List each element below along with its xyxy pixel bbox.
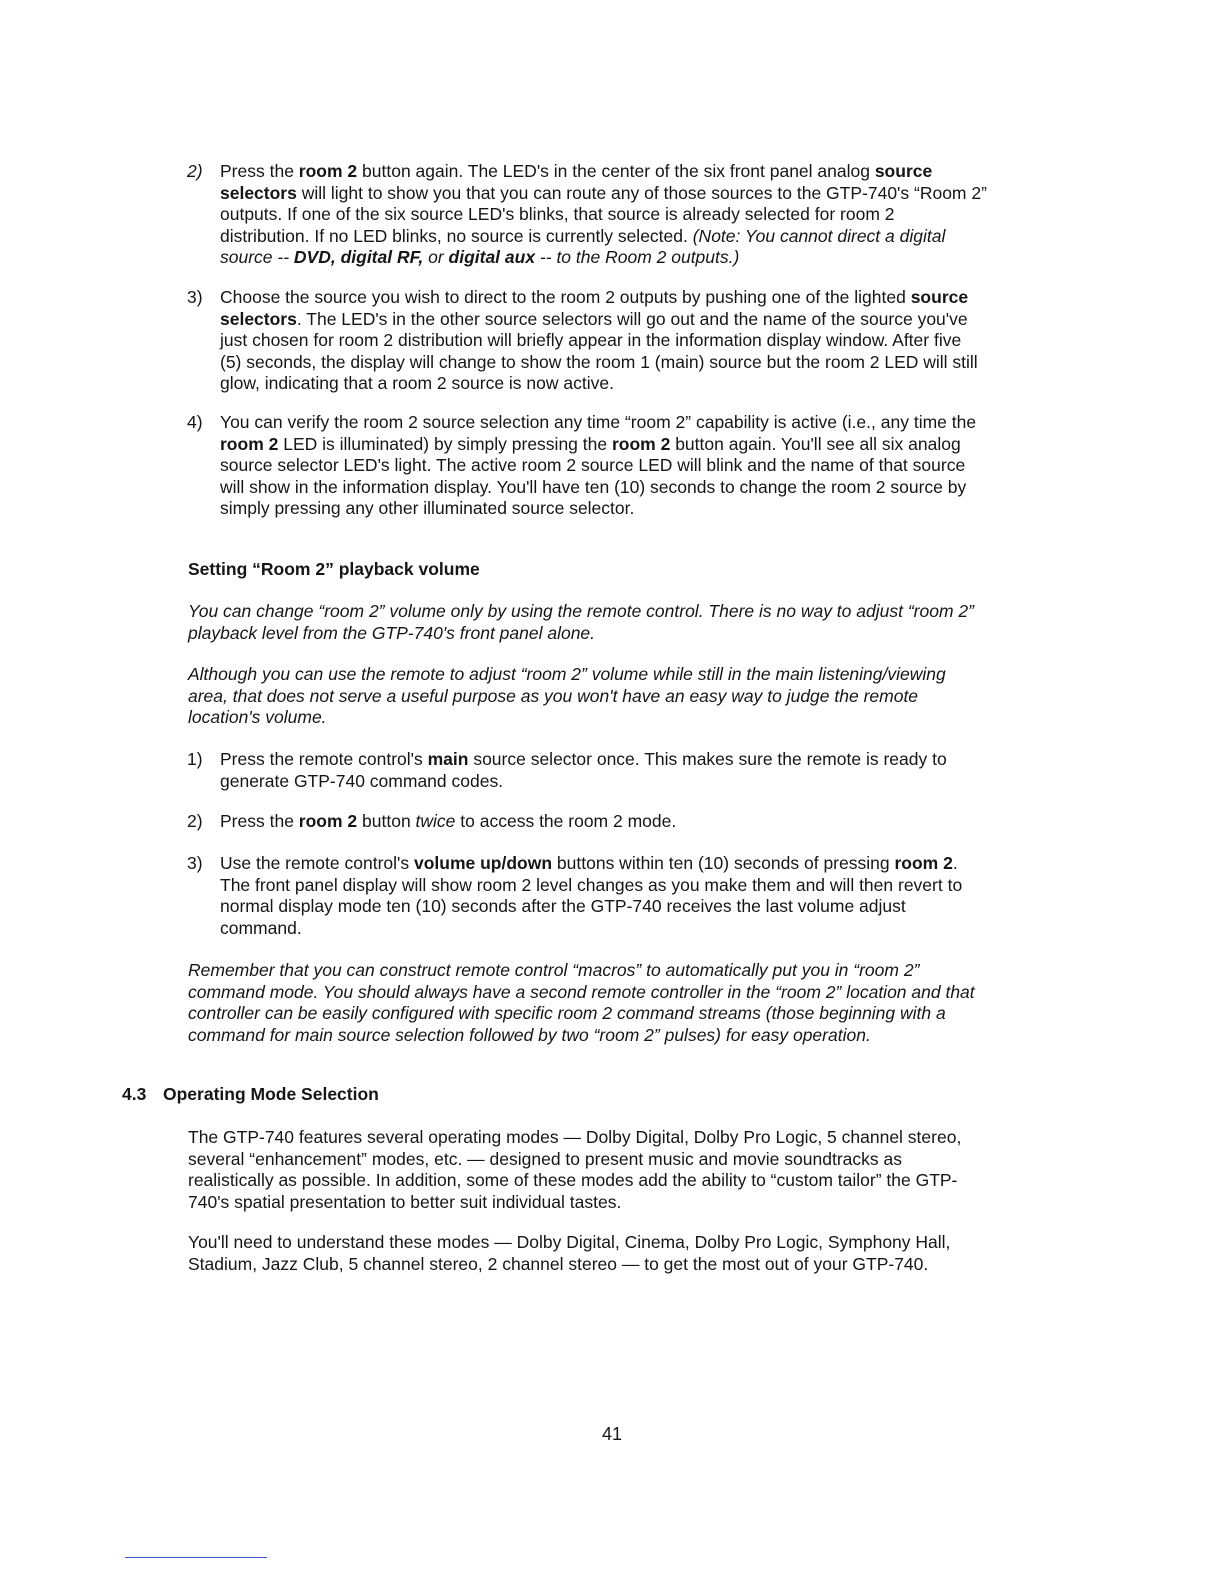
text-run: button again. You'll see all six analog source selector LED's light. The active room 2 source LED will blink and the name of that source will show in the information display. You'll have ten (10) seconds to change the room 2 source by simply pressing any other illuminated source selector.: [220, 433, 967, 518]
text-run: or: [423, 247, 449, 267]
list-item-text: [220, 853, 987, 939]
list-item-text: [220, 412, 987, 520]
text-run: room 2: [298, 811, 358, 831]
list-number: 1): [187, 749, 203, 769]
text-run: digital aux: [448, 247, 536, 267]
page-number: 41: [601, 1424, 623, 1444]
list-number: 3): [187, 853, 203, 873]
section-heading: [122, 1084, 379, 1106]
subheading: Setting “Room 2” playback volume: [188, 559, 480, 579]
list-number: 3): [187, 287, 203, 307]
text-run: will light to show you that you can route any of those sources to the GTP-740's “Room 2” outputs. If one of the six source LED's blinks, that source is already selected for room 2 distribution. If no LED blinks, no source is currently selected.: [220, 182, 987, 246]
list-number: 4): [187, 412, 203, 432]
text-run: buttons within ten (10) seconds of pressing: [552, 853, 895, 873]
section-paragraph-1: The GTP-740 features several operating modes — Dolby Digital, Dolby Pro Logic, 5 channel stereo, several “enhancement” modes, etc. — designed to present music and movie soundtracks as realistically as possible. In addition, some of these modes add the ability to “custom tailor” the GTP-740's spatial presentation to better suit individual tastes.: [188, 1127, 962, 1212]
text-run: button: [357, 811, 416, 831]
text-run: main: [427, 749, 469, 769]
list-item-3: [187, 287, 987, 395]
list-item-text: [220, 287, 987, 395]
volume-step-1: [187, 749, 987, 792]
text-run: source selectors: [220, 287, 969, 329]
text-run: source selectors: [220, 161, 933, 203]
text-run: Use the remote control's: [220, 853, 414, 873]
list-item-text: [220, 749, 987, 792]
note-macros: Remember that you can construct remote control “macros” to automatically put you in “room 2” command mode. You should always have a second remote controller in the “room 2” location and that controller can be easily configured with specific room 2 command streams (those beginning with a command for main source selection followed by two “room 2” pulses) for easy operation.: [188, 960, 975, 1045]
list-item-text: [220, 811, 987, 833]
text-run: -- to the Room 2 outputs.): [535, 247, 740, 267]
text-run: LED is illuminated) by simply pressing the: [278, 433, 612, 454]
text-run: room 2: [220, 433, 279, 454]
volume-step-3: [187, 853, 987, 939]
text-run: Press the remote control's: [220, 749, 428, 769]
text-run: room 2: [611, 433, 671, 454]
note-remote-only: You can change “room 2” volume only by using the remote control. There is no way to adjust “room 2” playback level from the GTP-740's front panel alone.: [188, 601, 974, 643]
section-paragraph-2: You'll need to understand these modes — Dolby Digital, Cinema, Dolby Pro Logic, Symphony Hall, Stadium, Jazz Club, 5 channel stereo, 2 channel stereo — to get the most out of your GTP-740.: [188, 1232, 951, 1274]
list-number: 2): [187, 811, 203, 831]
list-item-4: [187, 412, 987, 520]
text-run: volume up/down: [413, 853, 553, 873]
text-run: room 2: [894, 853, 953, 873]
list-number: 2): [187, 161, 203, 181]
text-run: You can verify the room 2 source selection any time “room 2” capability is active (i.e., any time the: [220, 412, 977, 432]
text-run: room 2: [298, 161, 358, 181]
text-run: twice: [415, 811, 456, 831]
section-title: Operating Mode Selection: [163, 1084, 379, 1104]
text-run: button again. The LED's in the center of the six front panel analog: [357, 161, 875, 181]
note-useful-purpose: Although you can use the remote to adjust “room 2” volume while still in the main listening/viewing area, that does not serve a useful purpose as you won't have an easy way to judge the remote location's volume.: [188, 664, 946, 727]
list-item-text: [220, 161, 987, 269]
text-run: Choose the source you wish to direct to the room 2 outputs by pushing one of the lighted: [220, 287, 911, 307]
text-run: DVD, digital RF,: [293, 247, 424, 267]
text-run: . The LED's in the other source selectors will go out and the name of the source you've just chosen for room 2 distribution will briefly appear in the information display window. After five (5) seconds, the display will change to show the room 1 (main) source but the room 2 LED will still glow, indicating that a room 2 source is now active.: [220, 308, 978, 393]
text-run: Press the: [220, 811, 299, 831]
section-number: 4.3: [122, 1084, 147, 1104]
text-run: . The front panel display will show room 2 level changes as you make them and will then revert to normal display mode ten (10) seconds after the GTP-740 receives the last volume adjust command.: [220, 853, 963, 938]
text-run: source selector once. This makes sure the remote is ready to generate GTP-740 command codes.: [220, 749, 947, 791]
text-run: to access the room 2 mode.: [455, 811, 677, 831]
volume-step-2: [187, 811, 987, 833]
list-item-2: [187, 161, 987, 269]
footnote-divider: [125, 1557, 267, 1558]
text-run: (Note: You cannot direct a digital source --: [220, 225, 946, 267]
text-run: Press the: [220, 161, 299, 181]
